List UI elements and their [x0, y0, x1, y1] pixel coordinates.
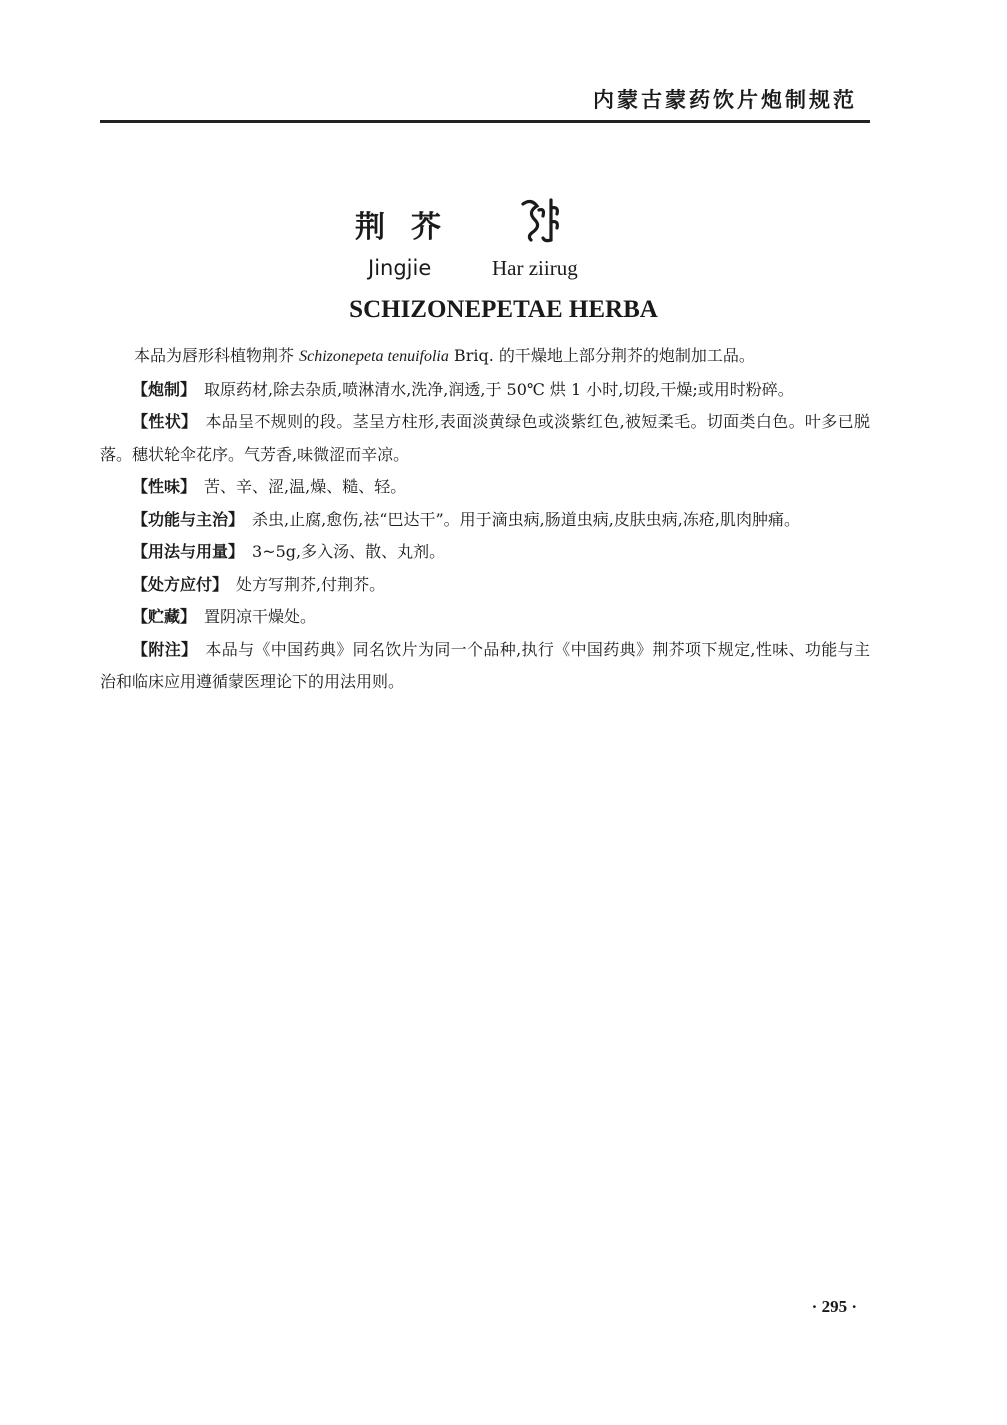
- section-label: 【处方应付】: [132, 574, 229, 594]
- section-functions: [100, 504, 870, 537]
- section-text: 置阴凉干燥处。: [204, 607, 317, 626]
- section-label: 【附注】: [132, 639, 198, 659]
- pinyin-name: Jingjie: [368, 256, 432, 280]
- section-notes: [100, 634, 870, 699]
- mongolian-script-name: [515, 196, 587, 244]
- species-name: Schizonepeta tenuifolia: [299, 348, 449, 365]
- header-rule: [100, 120, 870, 123]
- section-label: 【贮藏】: [132, 607, 197, 626]
- section-text: 本品呈不规则的段。茎呈方柱形,表面淡黄绿色或淡紫红色,被短柔毛。切面类白色。叶多已脱落。穗状轮伞花序。气芳香,味微涩而辛凉。: [100, 412, 870, 464]
- section-storage: [100, 601, 870, 634]
- section-text: 3~5g,多入汤、散、丸剂。: [252, 542, 446, 561]
- section-characteristics: [100, 406, 870, 471]
- intro-text-before: 本品为唇形科植物荆芥: [134, 346, 300, 365]
- entry-chinese-name: 荆芥: [355, 210, 467, 245]
- section-text: 取原药材,除去杂质,喷淋清水,洗净,润透,于 50℃ 烘 1 小时,切段,干燥;或用时粉碎。: [204, 379, 794, 399]
- mongolian-romanized-name: Har ziirug: [492, 256, 578, 280]
- section-dosage: [100, 536, 870, 569]
- section-label: 【性状】: [132, 412, 198, 431]
- intro-paragraph: [100, 340, 870, 374]
- section-text: 处方写荆芥,付荆芥。: [236, 574, 386, 594]
- section-text: 苦、辛、涩,温,燥、糙、轻。: [204, 477, 407, 496]
- monograph-body: [100, 340, 870, 699]
- page-number: · 295 ·: [811, 1297, 857, 1316]
- section-label: 【用法与用量】: [132, 542, 245, 561]
- section-label: 【炮制】: [132, 379, 197, 399]
- section-label: 【功能与主治】: [132, 509, 245, 529]
- intro-text-after: Briq. 的干燥地上部分荆芥的炮制加工品。: [448, 346, 755, 365]
- entry-title-row: [0, 196, 1007, 246]
- section-text: 杀虫,止腐,愈伤,祛“巴达干”。用于滴虫病,肠道虫病,皮肤虫病,冻疮,肌肉肿痛。: [252, 509, 800, 529]
- section-processing: [100, 374, 870, 407]
- section-label: 【性味】: [132, 477, 197, 496]
- section-properties: [100, 471, 870, 504]
- section-prescription: [100, 569, 870, 602]
- latin-name: SCHIZONEPETAE HERBA: [349, 296, 658, 323]
- running-header-title: 内蒙古蒙药饮片炮制规范: [593, 87, 857, 112]
- section-text: 本品与《中国药典》同名饮片为同一个品种,执行《中国药典》荆芥项下规定,性味、功能与主治和临床应用遵循蒙医理论下的用法用则。: [100, 639, 870, 691]
